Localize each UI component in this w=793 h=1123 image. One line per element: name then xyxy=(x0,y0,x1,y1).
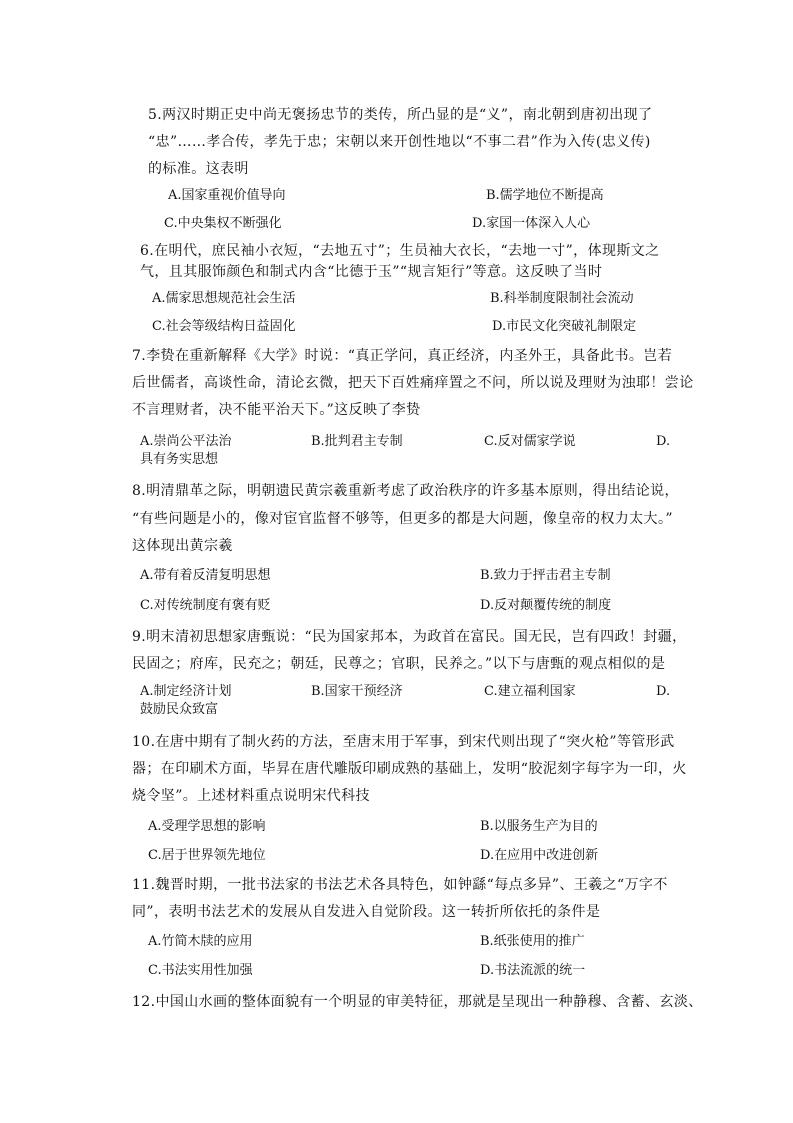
question-stem-line: 气，且其服饰颜色和制式内含“比德于玉”“规言矩行”等意。这反映了当时 xyxy=(140,264,603,280)
option-d: D. xyxy=(656,684,671,699)
option-c: C.书法实用性加强 xyxy=(148,963,253,978)
option-b: B.儒学地位不断提高 xyxy=(486,188,604,203)
option-c: C.建立福利国家 xyxy=(484,684,576,699)
option-b: B.科举制度限制社会流动 xyxy=(490,291,634,306)
option-c: C.对传统制度有褒有贬 xyxy=(140,598,271,613)
question-stem-line: 5.两汉时期正史中尚无褒扬忠节的类传，所凸显的是“义”，南北朝到唐初出现了 xyxy=(148,107,653,123)
option-b: B.国家干预经济 xyxy=(311,684,403,699)
option-a: A.儒家思想规范社会生活 xyxy=(152,291,296,306)
option-a: A.受理学思想的影响 xyxy=(148,819,266,834)
option-b: B.以服务生产为目的 xyxy=(480,819,598,834)
option-d-continuation: 具有务实思想 xyxy=(140,452,219,467)
option-a: A.制定经济计划 xyxy=(140,684,232,699)
question-stem-line: 7.李贽在重新解释《大学》时说：“真正学问，真正经济，内圣外王，具备此书。岂若 xyxy=(132,348,673,364)
option-c: C.居于世界领先地位 xyxy=(148,848,266,863)
option-c: C.社会等级结构日益固化 xyxy=(152,319,296,334)
question-stem-line: 后世儒者，高谈性命，清论玄微，把天下百姓痛痒置之不问，所以说及理财为浊耶！尝论 xyxy=(132,375,694,391)
question-stem-line: 这体现出黄宗羲 xyxy=(132,538,233,554)
question-stem-line: 器；在印刷术方面，毕昇在唐代雕版印刷成熟的基础上，发明“胶泥刻字每字为一印，火 xyxy=(132,761,687,777)
option-b: B.致力于抨击君主专制 xyxy=(480,568,611,583)
option-d: D.反对颠覆传统的制度 xyxy=(480,598,612,613)
option-b: B.纸张使用的推广 xyxy=(480,934,585,949)
question-stem-line: 10.在唐中期有了制火药的方法，至唐末用于军事，到宋代则出现了“突火枪”等管形武 xyxy=(132,734,675,750)
option-c: C.反对儒家学说 xyxy=(484,434,576,449)
option-d-continuation: 鼓励民众致富 xyxy=(140,702,219,717)
question-stem-line: 8.明清鼎革之际，明朝遗民黄宗羲重新考虑了政治秩序的许多基本原则，得出结论说， xyxy=(132,483,679,499)
option-a: A.竹简木牍的应用 xyxy=(148,934,253,949)
question-stem-line: 烧令坚”。上述材料重点说明宋代科技 xyxy=(132,788,370,804)
question-stem-line: 同”，表明书法艺术的发展从自发进入自觉阶段。这一转折所依托的条件是 xyxy=(132,904,601,920)
option-a: A.带有着反清复明思想 xyxy=(140,568,271,583)
question-stem-line: 不言理财者，决不能平治天下。”这反映了李贽 xyxy=(132,402,421,418)
option-d: D.市民文化突破礼制限定 xyxy=(492,319,637,334)
question-stem-line: 11.魏晋时期，一批书法家的书法艺术各具特色，如钟繇“每点多异”、王羲之“万字不 xyxy=(132,877,668,893)
question-stem-line: 9.明末清初思想家唐甄说：“民为国家邦本，为政首在富民。国无民，岂有四政！封疆， xyxy=(132,629,687,645)
question-stem-line: 民固之；府库，民充之；朝廷，民尊之；官职，民养之。”以下与唐甄的观点相似的是 xyxy=(132,656,666,672)
option-a: A.崇尚公平法治 xyxy=(140,434,232,449)
option-a: A.国家重视价值导向 xyxy=(168,188,286,203)
question-stem-line: 6.在明代，庶民袖小衣短，“去地五寸”；生员袖大衣长，“去地一寸”，体现斯文之 xyxy=(140,243,660,259)
option-d: D. xyxy=(656,434,671,449)
option-d: D.在应用中改进创新 xyxy=(480,848,599,863)
option-d: D.家国一体深入人心 xyxy=(472,216,591,231)
question-stem-line: “忠”……孝合传，孝先于忠；宋朝以来开创性地以“不事二君”作为入传(忠义传) xyxy=(148,134,651,150)
option-b: B.批判君主专制 xyxy=(311,434,403,449)
option-d: D.书法流派的统一 xyxy=(480,963,586,978)
option-c: C.中央集权不断强化 xyxy=(164,216,282,231)
question-stem-line: 的标准。这表明 xyxy=(148,161,249,177)
question-stem-line: 12.中国山水画的整体面貌有一个明显的审美特征，那就是呈现出一种静穆、含蓄、玄淡、 xyxy=(132,994,703,1010)
question-stem-line: “有些问题是小的，像对宦官监督不够等，但更多的都是大问题，像皇帝的权力太大。” xyxy=(132,511,673,527)
